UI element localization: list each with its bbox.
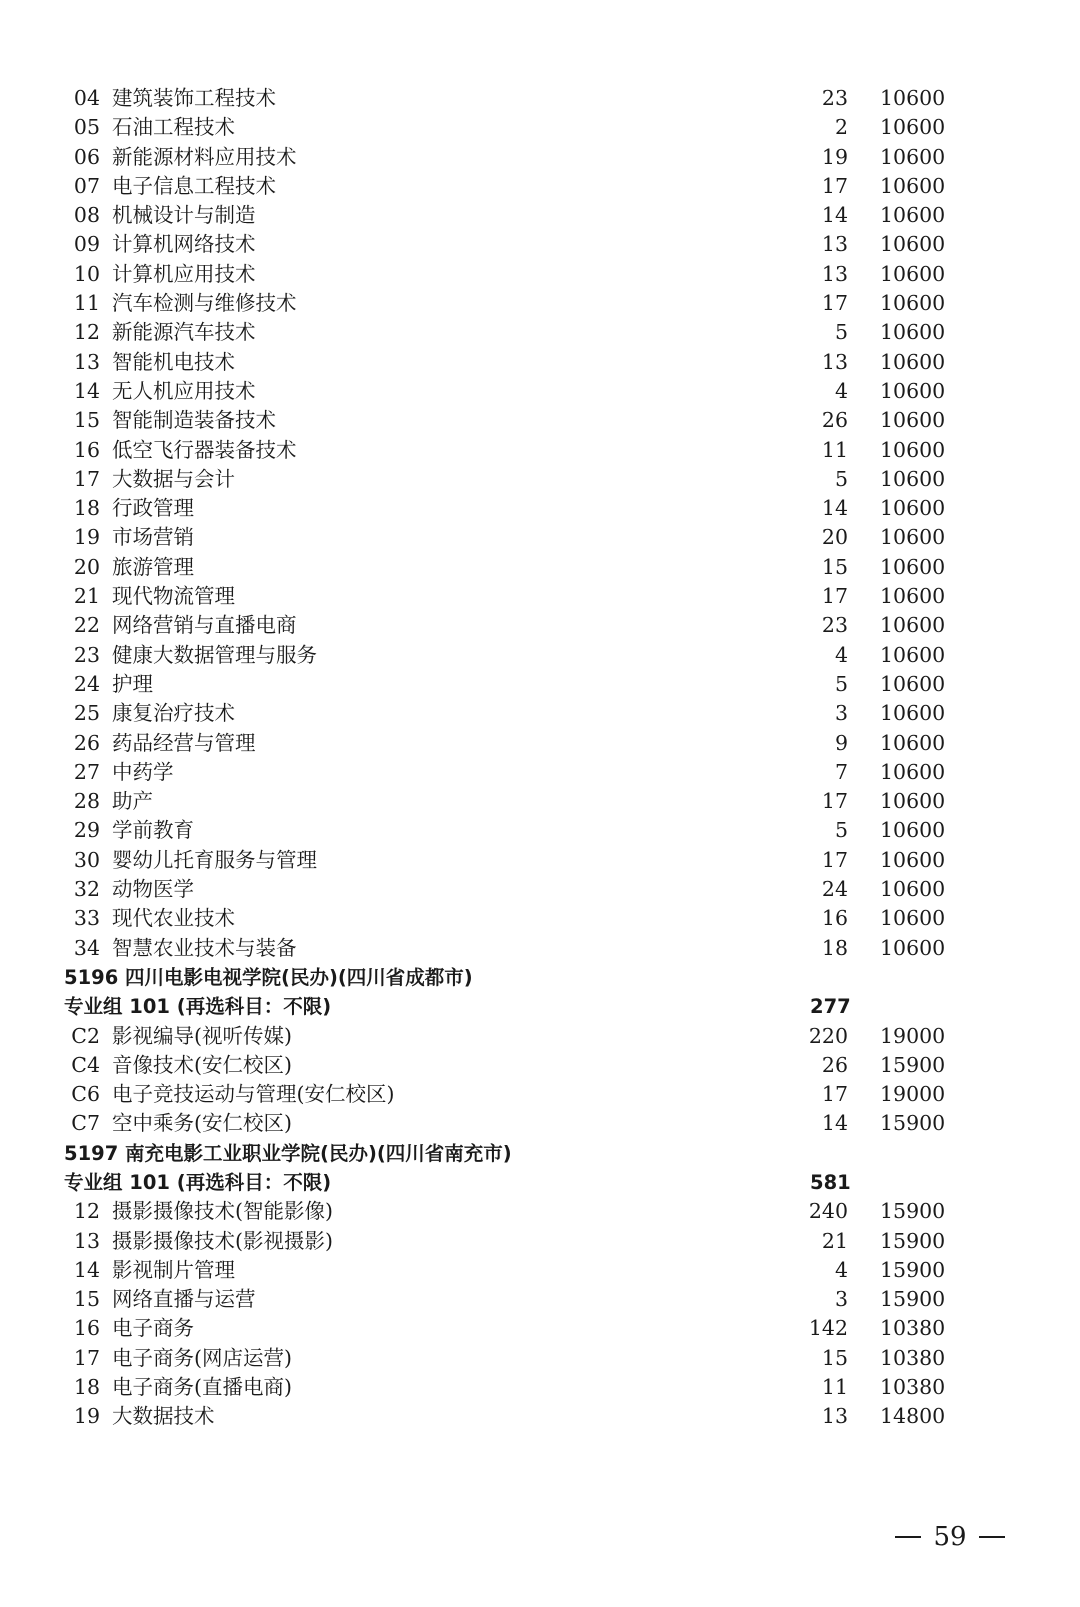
major-name: 摄影摄像技术(影视摄影) [112, 1228, 333, 1253]
major-code: 28 [73, 789, 100, 814]
major-row [0, 377, 1080, 406]
group-plan-count: 277 [810, 995, 851, 1019]
major-code: 10 [73, 261, 100, 286]
major-code: 04 [73, 86, 100, 110]
tuition-fee: 10380 [880, 1316, 946, 1341]
major-row [0, 260, 1080, 289]
major-name: 助产 [112, 789, 153, 814]
tuition-fee: 10600 [880, 291, 946, 316]
major-code: C7 [71, 1111, 100, 1136]
major-code: 33 [73, 906, 100, 931]
plan-count: 4 [834, 642, 848, 667]
major-row [0, 729, 1080, 758]
tuition-fee: 10600 [880, 730, 946, 755]
major-row [0, 553, 1080, 582]
major-code: 20 [73, 554, 100, 579]
tuition-fee: 10600 [880, 759, 946, 784]
plan-count: 15 [821, 554, 848, 579]
major-row [0, 670, 1080, 699]
tuition-fee: 15900 [880, 1052, 946, 1077]
major-name: 新能源材料应用技术 [112, 144, 297, 169]
major-code: C4 [71, 1052, 100, 1077]
tuition-fee: 10600 [880, 466, 946, 491]
major-code: 17 [73, 466, 100, 491]
major-row [0, 611, 1080, 640]
plan-count: 24 [821, 877, 848, 902]
plan-count: 17 [821, 584, 848, 609]
plan-count: 4 [834, 1257, 848, 1282]
page-footer [880, 1520, 1020, 1554]
plan-count: 23 [821, 86, 848, 110]
major-row [0, 904, 1080, 933]
major-code: 16 [73, 437, 100, 462]
plan-count: 15 [821, 1345, 848, 1370]
major-row [0, 875, 1080, 904]
plan-count: 17 [821, 291, 848, 316]
major-row [0, 582, 1080, 611]
major-name: 空中乘务(安仁校区) [112, 1111, 292, 1136]
major-code: 26 [73, 730, 100, 755]
major-row [0, 1373, 1080, 1402]
major-row [0, 1344, 1080, 1373]
major-name: 网络营销与直播电商 [112, 613, 297, 638]
plan-count: 23 [821, 613, 848, 638]
major-code: 27 [73, 759, 100, 784]
major-name: 动物医学 [112, 877, 194, 902]
plan-count: 5 [834, 466, 848, 491]
major-name: 影视编导(视听传媒) [112, 1023, 292, 1048]
page-number: 59 [933, 1522, 967, 1552]
plan-count: 4 [834, 378, 848, 403]
plan-count: 142 [808, 1316, 848, 1341]
major-code: 16 [73, 1316, 100, 1341]
major-name: 低空飞行器装备技术 [112, 437, 297, 462]
major-name: 现代农业技术 [112, 906, 235, 931]
plan-count: 14 [821, 203, 848, 228]
major-code: 25 [73, 701, 100, 726]
tuition-fee: 10600 [880, 701, 946, 726]
group-heading [0, 1168, 1080, 1197]
major-row [0, 1227, 1080, 1256]
major-code: 23 [73, 642, 100, 667]
tuition-fee: 10600 [880, 378, 946, 403]
footer-dash-left [895, 1536, 921, 1538]
major-row [0, 641, 1080, 670]
school-name: 5196 四川电影电视学院(民办)(四川省成都市) [64, 965, 473, 989]
major-name: 计算机应用技术 [112, 261, 256, 286]
plan-count: 20 [821, 525, 848, 550]
tuition-fee: 15900 [880, 1287, 946, 1312]
major-code: 11 [73, 291, 100, 316]
plan-count: 11 [821, 437, 848, 462]
tuition-fee: 10600 [880, 232, 946, 257]
plan-count: 5 [834, 818, 848, 843]
major-name: 大数据与会计 [112, 466, 235, 491]
major-code: 09 [73, 232, 100, 257]
major-name: 大数据技术 [112, 1404, 215, 1429]
plan-count: 14 [821, 1111, 848, 1136]
plan-count: 3 [834, 701, 848, 726]
major-row [0, 1051, 1080, 1080]
tuition-fee: 10600 [880, 847, 946, 872]
major-name: 石油工程技术 [112, 115, 235, 140]
major-row [0, 1314, 1080, 1343]
major-row [0, 1022, 1080, 1051]
major-name: 电子竞技运动与管理(安仁校区) [112, 1082, 395, 1107]
tuition-fee: 10600 [880, 144, 946, 169]
major-code: 15 [73, 1287, 100, 1312]
major-name: 智能机电技术 [112, 349, 235, 374]
tuition-fee: 19000 [880, 1082, 946, 1107]
tuition-fee: 10600 [880, 349, 946, 374]
major-name: 学前教育 [112, 818, 194, 843]
tuition-fee: 15900 [880, 1228, 946, 1253]
major-row [0, 113, 1080, 142]
plan-count: 18 [821, 935, 848, 960]
school-heading [0, 1139, 1080, 1168]
major-name: 智慧农业技术与装备 [112, 935, 297, 960]
major-code: 30 [73, 847, 100, 872]
major-row [0, 523, 1080, 552]
plan-count: 5 [834, 671, 848, 696]
major-row [0, 1080, 1080, 1109]
plan-count: 240 [808, 1199, 848, 1224]
tuition-fee: 10600 [880, 408, 946, 433]
school-heading [0, 963, 1080, 992]
major-code: 18 [73, 496, 100, 521]
document-listing [0, 84, 1080, 1432]
tuition-fee: 10600 [880, 554, 946, 579]
tuition-fee: 10600 [880, 437, 946, 462]
major-code: 17 [73, 1345, 100, 1370]
tuition-fee: 10600 [880, 496, 946, 521]
major-row [0, 406, 1080, 435]
tuition-fee: 10600 [880, 86, 946, 110]
major-name: 中药学 [112, 759, 174, 784]
footer-dash-right [979, 1536, 1005, 1538]
major-code: 08 [73, 203, 100, 228]
major-row [0, 143, 1080, 172]
major-row [0, 934, 1080, 963]
major-row [0, 1402, 1080, 1431]
tuition-fee: 10600 [880, 642, 946, 667]
plan-count: 13 [821, 1404, 848, 1429]
group-plan-count: 581 [810, 1170, 851, 1194]
major-name: 现代物流管理 [112, 584, 235, 609]
major-row [0, 846, 1080, 875]
major-row [0, 1197, 1080, 1226]
tuition-fee: 10600 [880, 877, 946, 902]
major-row [0, 318, 1080, 347]
major-code: 14 [73, 1257, 100, 1282]
tuition-fee: 10600 [880, 261, 946, 286]
tuition-fee: 19000 [880, 1023, 946, 1048]
group-heading [0, 992, 1080, 1021]
tuition-fee: 10600 [880, 818, 946, 843]
major-name: 影视制片管理 [112, 1257, 235, 1282]
major-row [0, 494, 1080, 523]
major-row [0, 172, 1080, 201]
major-row [0, 289, 1080, 318]
tuition-fee: 15900 [880, 1199, 946, 1224]
major-name: 健康大数据管理与服务 [112, 642, 317, 667]
plan-count: 26 [821, 408, 848, 433]
plan-count: 16 [821, 906, 848, 931]
major-name: 无人机应用技术 [112, 378, 256, 403]
plan-count: 17 [821, 1082, 848, 1107]
major-code: 29 [73, 818, 100, 843]
major-row [0, 348, 1080, 377]
major-code: 12 [73, 1199, 100, 1224]
major-name: 摄影摄像技术(智能影像) [112, 1199, 333, 1224]
plan-count: 17 [821, 173, 848, 198]
major-name: 计算机网络技术 [112, 232, 256, 257]
major-code: 14 [73, 378, 100, 403]
tuition-fee: 10380 [880, 1345, 946, 1370]
plan-count: 7 [834, 759, 848, 784]
group-name: 专业组 101 (再选科目：不限) [64, 1170, 332, 1194]
plan-count: 5 [834, 320, 848, 345]
tuition-fee: 10600 [880, 115, 946, 140]
tuition-fee: 10600 [880, 935, 946, 960]
major-code: 15 [73, 408, 100, 433]
tuition-fee: 15900 [880, 1111, 946, 1136]
major-code: 19 [73, 525, 100, 550]
major-code: 22 [73, 613, 100, 638]
tuition-fee: 10600 [880, 584, 946, 609]
plan-count: 26 [821, 1052, 848, 1077]
major-name: 市场营销 [112, 525, 194, 550]
major-name: 药品经营与管理 [112, 730, 256, 755]
major-code: 34 [73, 935, 100, 960]
plan-count: 19 [821, 144, 848, 169]
major-name: 建筑装饰工程技术 [112, 86, 276, 110]
tuition-fee: 10600 [880, 320, 946, 345]
major-row [0, 787, 1080, 816]
tuition-fee: 10600 [880, 525, 946, 550]
major-row [0, 436, 1080, 465]
major-row [0, 758, 1080, 787]
major-name: 康复治疗技术 [112, 701, 235, 726]
tuition-fee: 14800 [880, 1404, 946, 1429]
plan-count: 13 [821, 349, 848, 374]
plan-count: 9 [834, 730, 848, 755]
major-name: 新能源汽车技术 [112, 320, 256, 345]
major-name: 音像技术(安仁校区) [112, 1052, 292, 1077]
major-code: 06 [73, 144, 100, 169]
major-code: C2 [71, 1023, 100, 1048]
major-row [0, 699, 1080, 728]
major-code: 05 [73, 115, 100, 140]
plan-count: 21 [821, 1228, 848, 1253]
major-row [0, 1109, 1080, 1138]
tuition-fee: 10380 [880, 1375, 946, 1400]
tuition-fee: 10600 [880, 789, 946, 814]
major-code: C6 [71, 1082, 100, 1107]
major-row [0, 1285, 1080, 1314]
major-code: 24 [73, 671, 100, 696]
major-name: 行政管理 [112, 496, 194, 521]
major-name: 电子商务 [112, 1316, 194, 1341]
major-row [0, 84, 1080, 113]
tuition-fee: 15900 [880, 1257, 946, 1282]
school-name: 5197 南充电影工业职业学院(民办)(四川省南充市) [64, 1141, 512, 1165]
plan-count: 220 [808, 1023, 848, 1048]
major-name: 婴幼儿托育服务与管理 [112, 847, 317, 872]
major-code: 19 [73, 1404, 100, 1429]
tuition-fee: 10600 [880, 906, 946, 931]
major-name: 电子商务(直播电商) [112, 1375, 292, 1400]
major-name: 机械设计与制造 [112, 203, 256, 228]
major-name: 电子信息工程技术 [112, 173, 276, 198]
major-name: 护理 [112, 671, 153, 696]
plan-count: 14 [821, 496, 848, 521]
group-name: 专业组 101 (再选科目：不限) [64, 995, 332, 1019]
major-name: 智能制造装备技术 [112, 408, 276, 433]
major-name: 汽车检测与维修技术 [112, 291, 297, 316]
plan-count: 17 [821, 789, 848, 814]
plan-count: 13 [821, 232, 848, 257]
major-code: 13 [73, 1228, 100, 1253]
tuition-fee: 10600 [880, 613, 946, 638]
plan-count: 3 [834, 1287, 848, 1312]
major-code: 07 [73, 173, 100, 198]
major-row [0, 230, 1080, 259]
major-code: 12 [73, 320, 100, 345]
plan-count: 17 [821, 847, 848, 872]
major-code: 32 [73, 877, 100, 902]
major-row [0, 465, 1080, 494]
major-row [0, 201, 1080, 230]
plan-count: 13 [821, 261, 848, 286]
major-name: 旅游管理 [112, 554, 194, 579]
major-name: 电子商务(网店运营) [112, 1345, 292, 1370]
major-row [0, 1256, 1080, 1285]
major-row [0, 816, 1080, 845]
tuition-fee: 10600 [880, 173, 946, 198]
major-code: 18 [73, 1375, 100, 1400]
tuition-fee: 10600 [880, 203, 946, 228]
major-name: 网络直播与运营 [112, 1287, 256, 1312]
major-code: 13 [73, 349, 100, 374]
plan-count: 11 [821, 1375, 848, 1400]
tuition-fee: 10600 [880, 671, 946, 696]
major-code: 21 [73, 584, 100, 609]
plan-count: 2 [834, 115, 848, 140]
